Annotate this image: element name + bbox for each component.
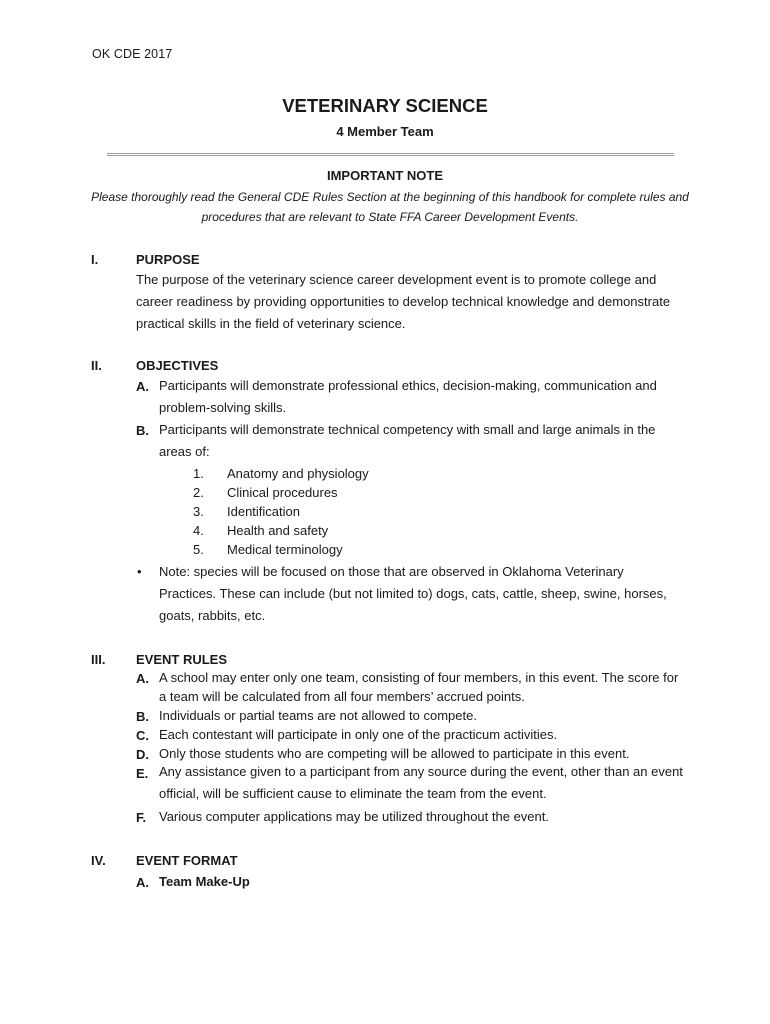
- objective-text: Participants will demonstrate technical competency with small and large animals in the areas of:: [159, 422, 656, 459]
- area-number: 3.: [193, 504, 204, 519]
- important-note-text: Please thoroughly read the General CDE Rules Section at the beginning of this handbook for complete rules and procedures that are relevant to State FFA Career Development Events.: [91, 190, 689, 224]
- objective-letter: B.: [136, 423, 149, 438]
- area-text: Clinical procedures: [227, 485, 338, 500]
- section-numeral-purpose: I.: [91, 252, 99, 267]
- area-number: 2.: [193, 485, 204, 500]
- rule-text: Individuals or partial teams are not allowed to compete.: [159, 708, 477, 723]
- bullet-icon: •: [137, 564, 142, 579]
- purpose-paragraph: The purpose of the veterinary science career development event is to promote college and career readiness by providing opportunities to develop technical knowledge and demonstrate practical skills in the field of veterinary science.: [136, 272, 671, 331]
- rule-letter: A.: [136, 671, 149, 686]
- species-note: Note: species will be focused on those that are observed in Oklahoma Veterinary Practices. These can include (but not limited to) dogs, cats, cattle, sheep, swine, horses, goats, rabbits, etc.: [159, 564, 667, 623]
- objective-text: Participants will demonstrate professional ethics, decision-making, communication and problem-solving skills.: [159, 378, 657, 415]
- objective-letter: A.: [136, 379, 149, 394]
- section-numeral-objectives: II.: [91, 358, 102, 373]
- format-letter: A.: [136, 875, 149, 890]
- rule-text: Various computer applications may be utilized throughout the event.: [159, 809, 549, 824]
- rule-letter: F.: [136, 810, 147, 825]
- section-numeral-event-format: IV.: [91, 853, 106, 868]
- rule-text: Each contestant will participate in only one of the practicum activities.: [159, 727, 558, 742]
- area-number: 4.: [193, 523, 204, 538]
- format-subheading-team-make-up: Team Make-Up: [159, 874, 250, 889]
- area-text: Medical terminology: [227, 542, 343, 557]
- section-heading-event-format: EVENT FORMAT: [136, 853, 238, 868]
- important-note-title: IMPORTANT NOTE: [326, 168, 444, 183]
- rule-text: Only those students who are competing will be allowed to participate in this event.: [159, 746, 630, 761]
- section-heading-event-rules: EVENT RULES: [136, 652, 228, 667]
- document-header: OK CDE 2017: [92, 47, 173, 61]
- rule-letter: C.: [136, 728, 149, 743]
- area-text: Health and safety: [227, 523, 329, 538]
- rule-letter: D.: [136, 747, 149, 762]
- rule-text: Any assistance given to a participant from any source during the event, other than an event official, will be sufficient cause to eliminate the team from the event.: [159, 764, 683, 801]
- area-number: 1.: [193, 466, 204, 481]
- section-heading-purpose: PURPOSE: [136, 252, 200, 267]
- section-numeral-event-rules: III.: [91, 652, 106, 667]
- area-text: Identification: [227, 504, 300, 519]
- area-number: 5.: [193, 542, 204, 557]
- rule-letter: E.: [136, 766, 149, 781]
- area-text: Anatomy and physiology: [227, 466, 369, 481]
- rule-text: A school may enter only one team, consisting of four members, in this event. The score for a team will be calculated from all four members’ accrued points.: [159, 670, 679, 704]
- page-title: VETERINARY SCIENCE: [282, 95, 488, 116]
- rule-letter: B.: [136, 709, 149, 724]
- page-subtitle: 4 Member Team: [336, 124, 434, 139]
- section-heading-objectives: OBJECTIVES: [136, 358, 219, 373]
- title-divider: [107, 153, 674, 156]
